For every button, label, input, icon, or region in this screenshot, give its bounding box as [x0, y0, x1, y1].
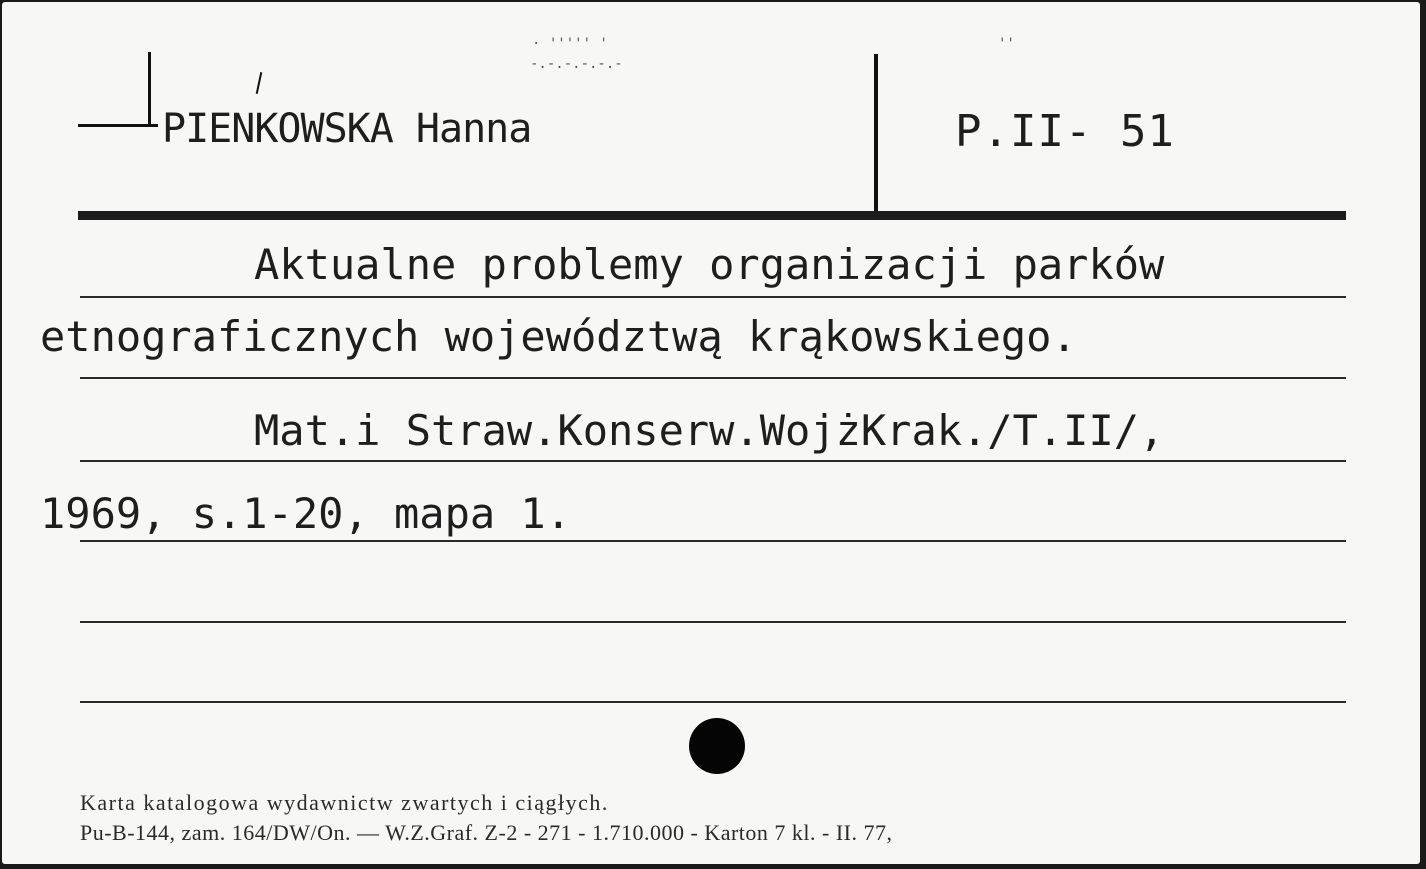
header-divider [874, 54, 878, 214]
ruled-line [80, 460, 1346, 462]
catalog-card [2, 2, 1420, 864]
stamp-mark: -.-.-.-.-.- [530, 56, 623, 72]
author-name: PIENKOWSKA Hanna [162, 106, 532, 152]
title-line-1: Aktualne problemy organizacji parków [254, 240, 1165, 289]
ruled-line [80, 621, 1346, 623]
stamp-mark: · ''''' ' [532, 36, 608, 52]
ruled-line [80, 540, 1346, 542]
author-guide-mark [256, 72, 263, 94]
ruled-line [80, 377, 1346, 379]
author-guide-vertical [148, 52, 151, 126]
source-line-1: Mat.i Straw.Konserw.WojżKrak./T.II/, [254, 406, 1165, 455]
shelfmark: P.II- 51 [955, 106, 1175, 157]
punch-hole [689, 718, 745, 774]
ruled-line [80, 296, 1346, 298]
footer-line-2: Pu-B-144, zam. 164/DW/On. — W.Z.Graf. Z-2 - 271 - 1.710.000 - Karton 7 kl. - II. 77, [80, 820, 893, 845]
header-rule [78, 211, 1346, 220]
title-line-2: etnograficznych województwą krąkowskiego. [40, 312, 1077, 361]
source-line-2: 1969, s.1-20, mapa 1. [40, 489, 572, 538]
ruled-line [80, 701, 1346, 703]
author-guide-horizontal [78, 124, 158, 127]
footer-line-1: Karta katalogowa wydawnictw zwartych i ciągłych. [80, 790, 609, 815]
stamp-mark: '' [998, 36, 1015, 52]
